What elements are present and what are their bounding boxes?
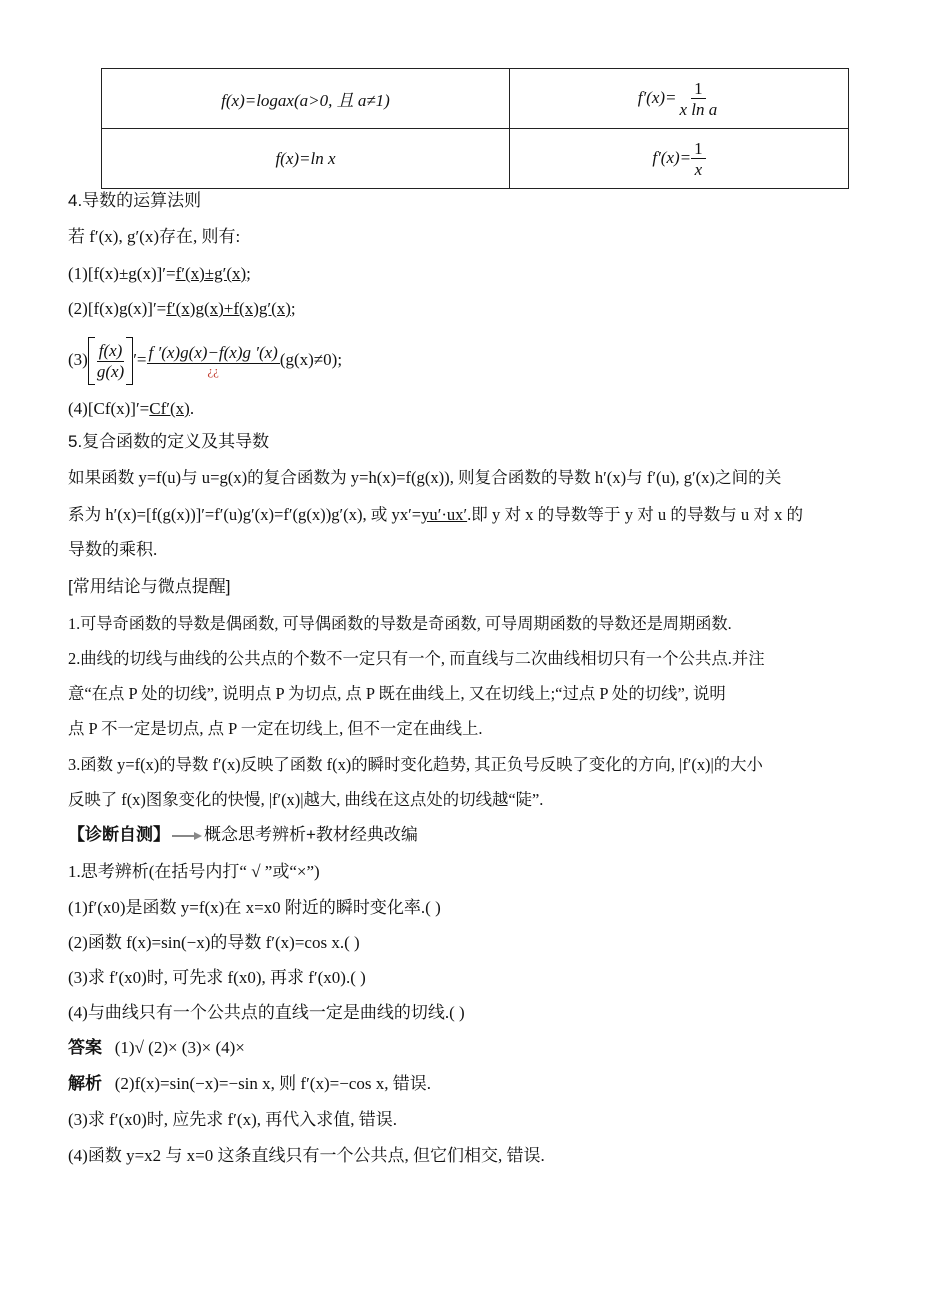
section-4-intro: 若 f′(x), g′(x)存在, 则有: bbox=[68, 227, 241, 246]
rule-3: (3) $\frac{f(x)}{g(x)}$ ′= $\frac{f '(x)g(x)-f(x)g '(x)}{¿¿}$ (g(x)≠0); bbox=[68, 335, 342, 385]
answer-label: 答案 bbox=[68, 1038, 102, 1057]
composite-answer: yu′·ux′ bbox=[421, 505, 468, 524]
conclusion-2-line-3: 点 P 不一定是切点, 点 P 一定在切线上, 但不一定在曲线上. bbox=[68, 719, 483, 738]
rule-1: (1)[f(x)±g(x)]′=f′(x)±g′(x); bbox=[68, 264, 251, 283]
analysis-line-3: (4)函数 y=x2 与 x=0 这条直线只有一个公共点, 但它们相交, 错误. bbox=[68, 1146, 545, 1165]
section-5-line-1: 如果函数 y=f(u)与 u=g(x)的复合函数为 y=h(x)=f(g(x)), 则复合函数的导数 h′(x)与 f′(u), g′(x)之间的关 bbox=[68, 468, 782, 487]
table-cell-derivative: f′(x)= $\frac{1}{x}$ bbox=[510, 129, 849, 189]
table-cell-function: f(x)=ln x bbox=[102, 129, 510, 189]
conclusion-2-line-2: 意“在点 P 处的切线”, 说明点 P 为切点, 点 P 既在曲线上, 又在切线上;“过点 P 处的切线”, 说明 bbox=[68, 684, 726, 703]
rule-1-answer: f′(x)±g′(x) bbox=[175, 264, 247, 283]
conclusion-2-line-1: 2.曲线的切线与曲线的公共点的个数不一定只有一个, 而直线与二次曲线相切只有一个公共点.并注 bbox=[68, 649, 765, 668]
question-4: (4)与曲线只有一个公共点的直线一定是曲线的切线.( ) bbox=[68, 1003, 465, 1022]
analysis-label: 解析 bbox=[68, 1074, 102, 1093]
quotient-fraction: $\frac{f '(x)g(x)-f(x)g '(x)}{¿¿}$ bbox=[148, 343, 278, 378]
section-5-title: 5.复合函数的定义及其导数 bbox=[68, 432, 270, 451]
conclusions-title: [常用结论与微点提醒] bbox=[68, 577, 231, 596]
question-3: (3)求 f′(x0)时, 可先求 f(x0), 再求 f′(x0).( ) bbox=[68, 968, 366, 987]
table-cell-function-text: f(x)=logax(a>0, 且 a≠1) bbox=[221, 91, 390, 110]
diagnosis-subtitle: 概念思考辨析+教材经典改编 bbox=[204, 825, 418, 844]
diagnosis-header bbox=[68, 823, 418, 847]
arrow-right-icon bbox=[172, 832, 202, 840]
conclusion-3-line-2: 反映了 f(x)图象变化的快慢, |f′(x)|越大, 曲线在这点处的切线越“陡”. bbox=[68, 790, 544, 809]
table-row bbox=[102, 69, 849, 129]
analysis-line-2: (3)求 f′(x0)时, 应先求 f′(x), 再代入求值, 错误. bbox=[68, 1110, 397, 1129]
table-cell-derivative: f′(x)= $\frac{1}{\text{x ln a}}$ bbox=[510, 69, 849, 129]
answer-text: (1)√ (2)× (3)× (4)× bbox=[114, 1038, 245, 1057]
rule-4-answer: Cf′(x) bbox=[149, 399, 190, 418]
rule-2: (2)[f(x)g(x)]′=f′(x)g(x)+f(x)g′(x); bbox=[68, 299, 296, 318]
inner-fraction: $\frac{f(x)}{g(x)}$ bbox=[96, 341, 125, 381]
section-4-title: 4.导数的运算法则 bbox=[68, 191, 202, 210]
analysis-line-1: 解析 (2)f(x)=sin(−x)=−sin x, 则 f′(x)=−cos x, 错误. bbox=[68, 1074, 431, 1093]
conclusion-3-line-1: 3.函数 y=f(x)的导数 f′(x)反映了函数 f(x)的瞬时变化趋势, 其正负号反映了变化的方向, |f′(x)|的大小 bbox=[68, 755, 763, 774]
table-cell-function bbox=[102, 69, 510, 129]
answer-line bbox=[68, 1036, 245, 1060]
question-title: 1.思考辨析(在括号内打“ √ ”或“×”) bbox=[68, 862, 320, 881]
diagnosis-tag: 【诊断自测】 bbox=[68, 825, 170, 844]
section-5-line-3: 导数的乘积. bbox=[68, 540, 158, 559]
rule-4: (4)[Cf(x)]′=Cf′(x). bbox=[68, 399, 195, 418]
question-1: (1)f′(x0)是函数 y=f(x)在 x=x0 附近的瞬时变化率.( ) bbox=[68, 898, 441, 917]
conclusion-1: 1.可导奇函数的导数是偶函数, 可导偶函数的导数是奇函数, 可导周期函数的导数还是周期函数. bbox=[68, 615, 732, 633]
question-2: (2)函数 f(x)=sin(−x)的导数 f′(x)=cos x.( ) bbox=[68, 933, 360, 952]
rule-2-answer: f′(x)g(x)+f(x)g′(x) bbox=[166, 299, 291, 318]
section-5-line-2: 系为 h′(x)=[f(g(x))]′=f′(u)g′(x)=f′(g(x))g′(x), 或 yx′=yu′·ux′.即 y 对 x 的导数等于 y 对 u 的导数与 u 对 x 的 bbox=[68, 505, 804, 524]
table-row bbox=[102, 129, 849, 189]
left-bracket bbox=[88, 337, 95, 385]
fraction: $\frac{1}{\text{x ln a}}$ bbox=[679, 78, 718, 119]
derivative-formula-table bbox=[101, 68, 849, 189]
fraction: $\frac{1}{x}$ bbox=[691, 140, 706, 178]
